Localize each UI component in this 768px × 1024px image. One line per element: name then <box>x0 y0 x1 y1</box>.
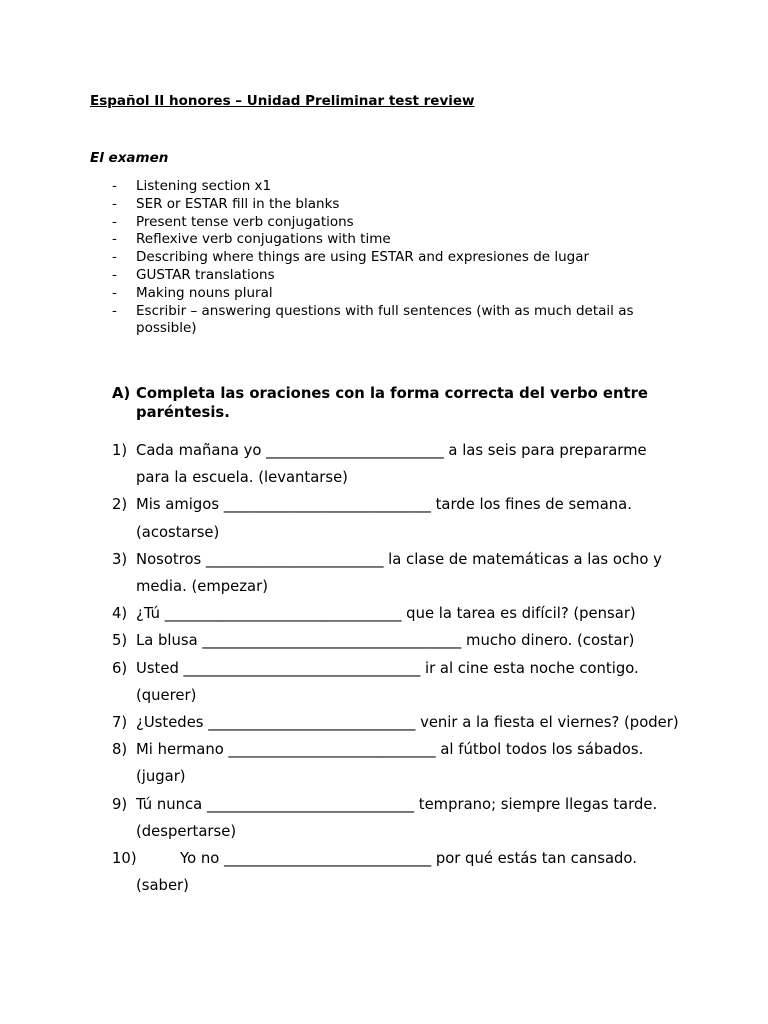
exam-topics-list <box>112 178 672 338</box>
question-number: 8) <box>112 741 128 759</box>
question-item <box>112 736 684 790</box>
list-item <box>112 178 672 196</box>
list-item-text: Escribir – answering questions with full sentences (with as much detail as possible) <box>136 302 634 337</box>
question-item <box>112 600 684 627</box>
list-item-text: Describing where things are using ESTAR and expresiones de lugar <box>136 249 590 266</box>
question-text: ¿Ustedes ____________________________ venir a la fiesta el viernes? (poder) <box>136 714 679 732</box>
question-item <box>112 491 684 545</box>
list-item <box>112 267 672 285</box>
list-item <box>112 303 672 339</box>
list-item-text: Reflexive verb conjugations with time <box>136 231 391 248</box>
list-item <box>112 196 672 214</box>
question-item <box>112 546 684 600</box>
bullet-dash: - <box>112 302 117 319</box>
list-item-text: Listening section x1 <box>136 178 272 194</box>
question-text: Usted ________________________________ ir al cine esta noche contigo. (querer) <box>136 659 639 704</box>
question-text: Nosotros ________________________ la clase de matemáticas a las ocho y media. (empezar) <box>136 550 662 596</box>
question-text: Yo no ____________________________ por qué estás tan cansado. (saber) <box>136 850 637 895</box>
bullet-dash: - <box>112 195 117 212</box>
bullet-dash: - <box>112 249 117 266</box>
section-a-heading <box>112 384 682 422</box>
question-item <box>112 437 684 491</box>
question-number: 9) <box>112 795 128 813</box>
list-item <box>112 214 672 232</box>
question-text: La blusa ___________________________________ mucho dinero. (costar) <box>136 632 635 650</box>
exam-heading: El examen <box>90 150 169 166</box>
question-number: 4) <box>112 605 128 623</box>
list-item <box>112 249 672 267</box>
question-text: Mis amigos ____________________________ tarde los fines de semana. (acostarse) <box>136 496 632 541</box>
question-number: 5) <box>112 632 128 650</box>
list-item-text: GUSTAR translations <box>136 266 275 283</box>
question-text: Mi hermano ____________________________ al fútbol todos los sábados. (jugar) <box>136 741 644 786</box>
question-number: 3) <box>112 550 128 568</box>
list-item-text: Present tense verb conjugations <box>136 213 354 230</box>
question-text: Cada mañana yo ________________________ a las seis para prepararme para la escuela. (levantarse) <box>136 442 647 487</box>
question-item <box>112 845 684 899</box>
bullet-dash: - <box>112 284 117 301</box>
question-text: ¿Tú ________________________________ que la tarea es difícil? (pensar) <box>136 605 636 623</box>
document-title: Español II honores – Unidad Preliminar test review <box>90 93 475 109</box>
question-item <box>112 791 684 845</box>
bullet-dash: - <box>112 231 117 248</box>
question-number: 2) <box>112 496 128 514</box>
question-list <box>112 437 684 899</box>
list-item <box>112 285 672 303</box>
list-item-text: SER or ESTAR fill in the blanks <box>136 195 340 212</box>
question-text: Tú nunca ____________________________ temprano; siempre llegas tarde. (despertarse) <box>136 795 658 840</box>
section-instruction: Completa las oraciones con la forma correcta del verbo entre paréntesis. <box>136 385 648 421</box>
question-number: 6) <box>112 659 128 677</box>
section-marker: A) <box>112 385 131 402</box>
list-item-text: Making nouns plural <box>136 284 273 301</box>
question-number: 7) <box>112 714 128 732</box>
question-number: 10) <box>112 850 137 868</box>
question-item <box>112 655 684 709</box>
bullet-dash: - <box>112 266 117 283</box>
bullet-dash: - <box>112 213 117 230</box>
question-number: 1) <box>112 442 128 459</box>
bullet-dash: - <box>112 178 117 194</box>
list-item <box>112 231 672 249</box>
question-item <box>112 709 684 736</box>
question-item <box>112 627 684 654</box>
